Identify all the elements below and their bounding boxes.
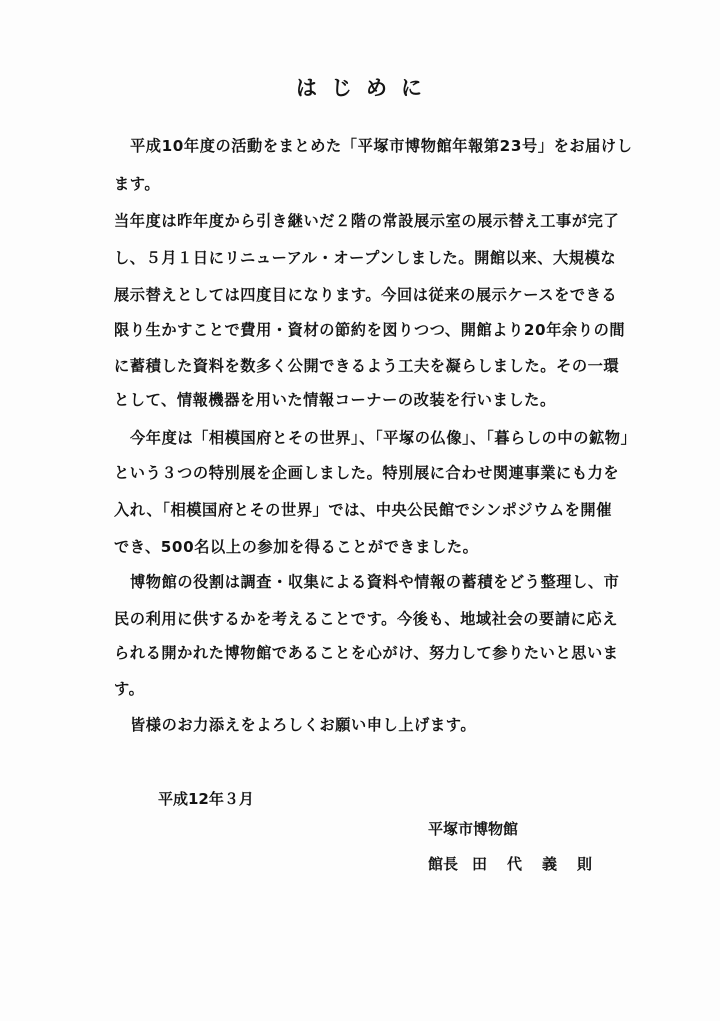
body-line: られる開かれた博物館であることを心がけ、努力して参りたいと思いま [114, 644, 619, 662]
body-line: 入れ、「相模国府とその世界」では、中央公民館でシンポジウムを開催 [114, 501, 612, 519]
body-line: 展示替えとしては四度目になります。今回は従来の展示ケースをできる [114, 286, 618, 304]
body-line: し、５月１日にリニューアル・オープンしました。開館以来、大規模な [114, 249, 617, 267]
body-line: に蓄積した資料を数多く公開できるよう工夫を凝らしました。その一環 [114, 357, 620, 375]
page-title: はじめに [296, 76, 436, 100]
body-line: 当年度は昨年度から引き継いだ２階の常設展示室の展示替え工事が完了 [114, 212, 620, 230]
signature-line [428, 853, 612, 874]
body-line: ます。 [114, 175, 161, 193]
body-line: でき、500名以上の参加を得ることができました。 [114, 538, 479, 556]
body-line: 民の利用に供するかを考えることです。今後も、地域社会の要請に応え [114, 610, 618, 628]
body-line: す。 [114, 680, 145, 698]
body-line: 平成10年度の活動をまとめた「平塚市博物館年報第23号」をお届けし [130, 137, 633, 155]
organization-name: 平塚市博物館 [428, 820, 519, 838]
body-line: として、情報機器を用いた情報コーナーの改装を行いました。 [114, 391, 556, 409]
body-line: という３つの特別展を企画しました。特別展に合わせ関連事業にも力を [114, 464, 620, 482]
body-line: 限り生かすことで費用・資材の節約を図りつつ、開館より20年余りの間 [114, 321, 626, 339]
body-line: 今年度は「相模国府とその世界」、「平塚の仏像」、「暮らしの中の鉱物」 [130, 429, 637, 447]
body-line: 博物館の役割は調査・収集による資料や情報の蓄積をどう整理し、市 [130, 573, 620, 591]
date: 平成12年３月 [158, 790, 254, 808]
signature-name: 田代義則 [472, 855, 613, 873]
signature-role: 館長 [428, 855, 459, 873]
body-line: 皆様のお力添えをよろしくお願い申し上げます。 [130, 716, 477, 734]
